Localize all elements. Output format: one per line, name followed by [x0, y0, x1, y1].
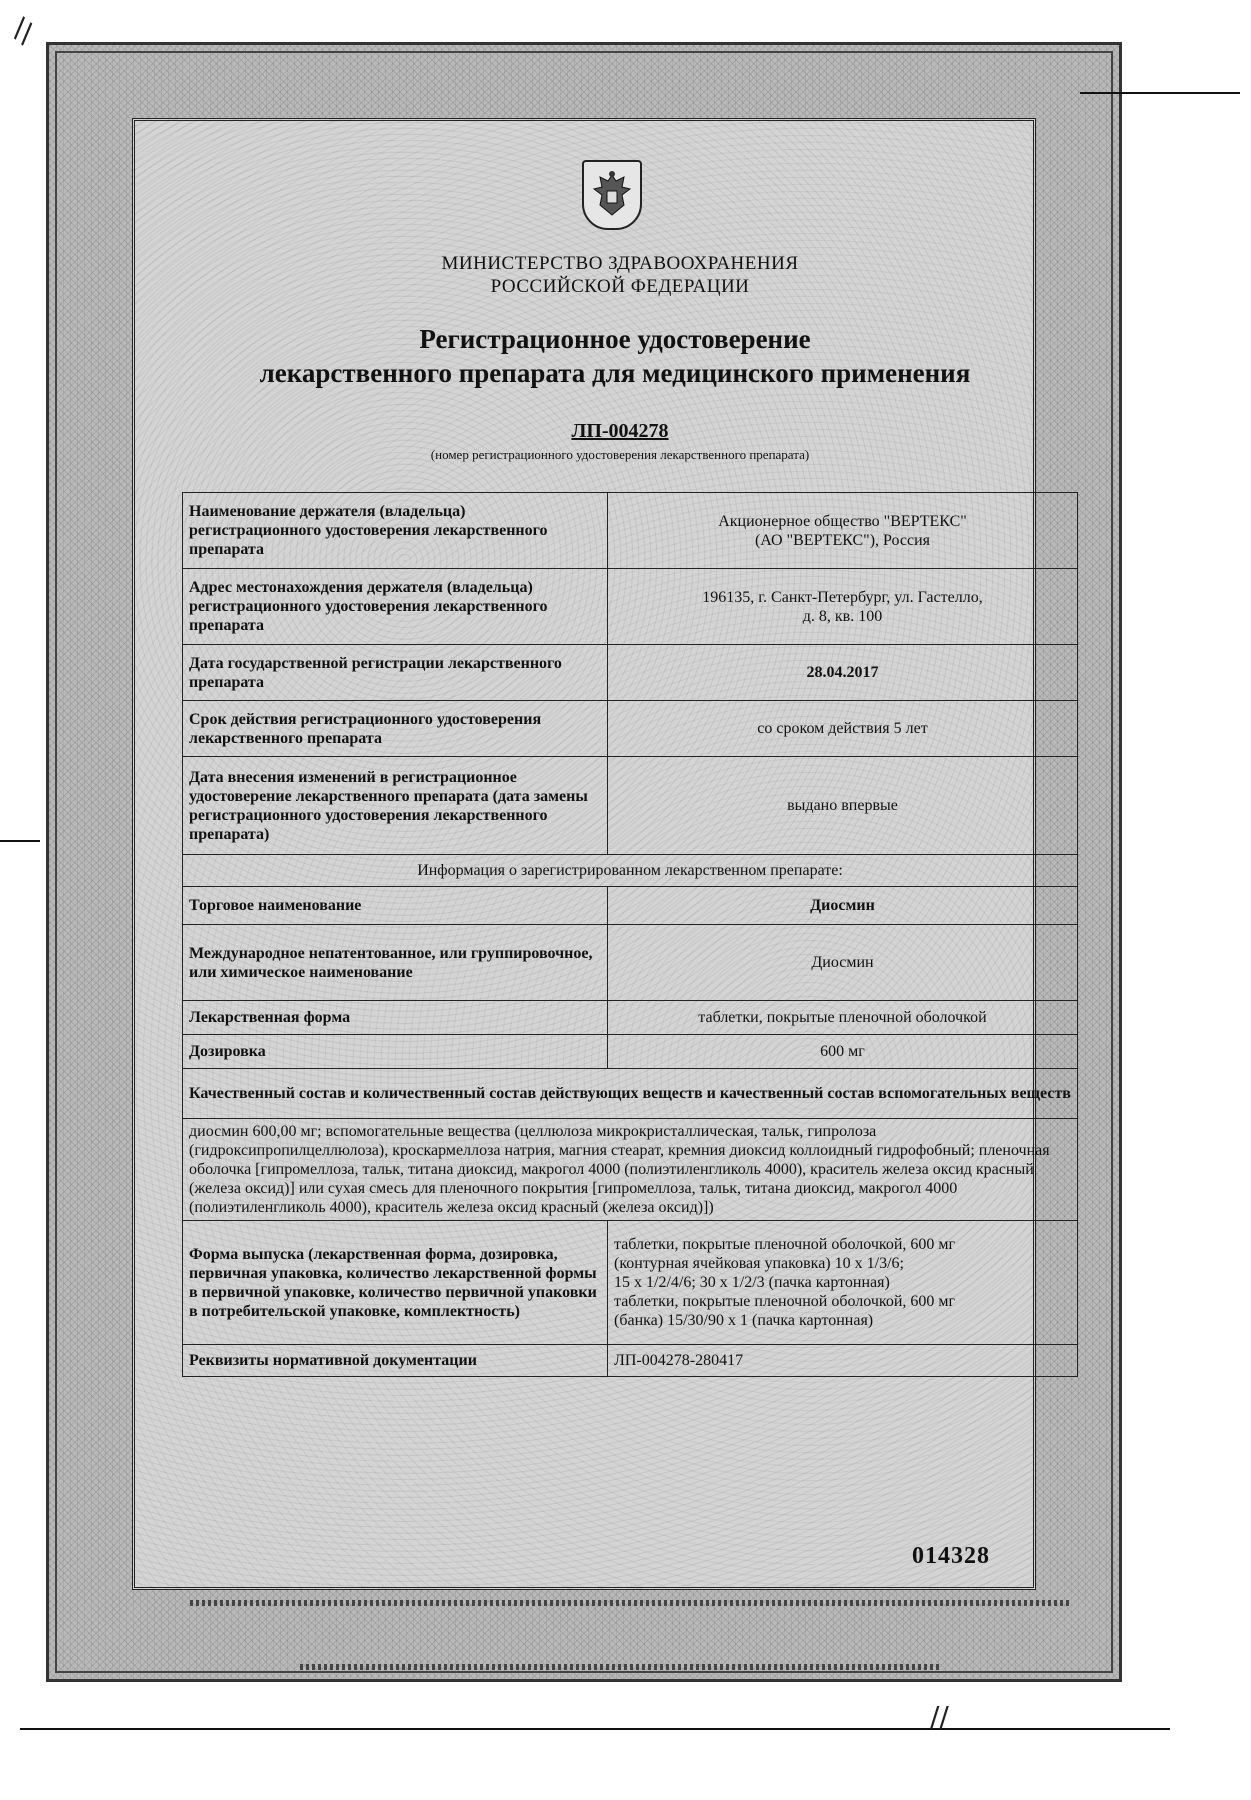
certificate-title-line-1: Регистрационное удостоверение: [419, 324, 811, 354]
dosage-form-label: Лекарственная форма: [183, 1001, 608, 1035]
table-row: [183, 569, 1078, 645]
trade-name-label: Торговое наименование: [183, 887, 608, 925]
table-row: [183, 1035, 1078, 1069]
coat-of-arms: [582, 160, 642, 230]
registration-number-caption: (номер регистрационного удостоверения лекарственного препарата): [430, 447, 810, 462]
normative-doc-label: Реквизиты нормативной документации: [183, 1345, 608, 1377]
normative-doc-value: ЛП-004278-280417: [608, 1345, 1078, 1377]
table-row: [183, 1345, 1078, 1377]
release-form-label: Форма выпуска (лекарственная форма, дозировка, первичная упаковка, количество лекарственной формы в первичной упаковке, количество первичной упаковки в потребительской упаковке, комплектность): [183, 1221, 608, 1345]
holder-address-line-2: д. 8, кв. 100: [802, 607, 883, 625]
registration-number: ЛП-004278: [571, 420, 669, 442]
registration-date-label: Дата государственной регистрации лекарственного препарата: [183, 645, 608, 701]
fine-print-band: [300, 1664, 940, 1670]
composition-heading: Качественный состав и количественный состав действующих веществ и качественный состав вспомогательных веществ: [183, 1069, 1078, 1119]
table-row: [183, 645, 1078, 701]
dosage-form-value: таблетки, покрытые пленочной оболочкой: [608, 1001, 1078, 1035]
fine-print-band: [190, 1600, 1070, 1606]
scan-artifact-mark: //: [930, 1700, 949, 1733]
scan-artifact-mark: \\: [5, 11, 42, 50]
table-row: [183, 1119, 1078, 1221]
ministry-name: [300, 252, 940, 298]
ministry-line-2: РОССИЙСКОЙ ФЕДЕРАЦИИ: [490, 276, 750, 297]
registration-date-value: 28.04.2017: [608, 645, 1078, 701]
ministry-line-1: МИНИСТЕРСТВО ЗДРАВООХРАНЕНИЯ: [441, 253, 799, 274]
dosage-label: Дозировка: [183, 1035, 608, 1069]
holder-name-value: [608, 493, 1078, 569]
holder-name-label: Наименование держателя (владельца) регистрационного удостоверения лекарственного препарата: [183, 493, 608, 569]
validity-label: Срок действия регистрационного удостоверения лекарственного препарата: [183, 701, 608, 757]
changes-date-value: выдано впервые: [608, 757, 1078, 855]
certificate-title: [150, 322, 1080, 390]
table-row: [183, 925, 1078, 1001]
certificate-title-line-2: лекарственного препарата для медицинского применения: [259, 358, 971, 388]
holder-address-line-1: 196135, г. Санкт-Петербург, ул. Гастелло,: [702, 588, 983, 606]
holder-name-line-2: (АО "ВЕРТЕКС"), Россия: [754, 531, 931, 549]
release-form-line-1: таблетки, покрытые пленочной оболочкой, 600 мг: [614, 1236, 956, 1253]
changes-date-label: Дата внесения изменений в регистрационное удостоверение лекарственного препарата (дата замены регистрационного удостоверения лекарственного препарата): [183, 757, 608, 855]
table-row: [183, 701, 1078, 757]
certificate-table: [182, 492, 1078, 1377]
release-form-line-4: таблетки, покрытые пленочной оболочкой, 600 мг: [614, 1293, 956, 1310]
table-row: [183, 1221, 1078, 1345]
drug-info-heading: Информация о зарегистрированном лекарственном препарате:: [183, 855, 1078, 887]
inn-value: Диосмин: [608, 925, 1078, 1001]
dosage-value: 600 мг: [608, 1035, 1078, 1069]
holder-name-line-1: Акционерное общество "ВЕРТЕКС": [718, 512, 967, 530]
table-row: [183, 887, 1078, 925]
double-headed-eagle-icon: [590, 169, 634, 221]
table-row: [183, 1001, 1078, 1035]
scan-artifact-line: [1080, 92, 1240, 94]
trade-name-value: Диосмин: [608, 887, 1078, 925]
composition-text: диосмин 600,00 мг; вспомогательные вещества (целлюлоза микрокристаллическая, тальк, гипролоза (гидроксипропилцеллюлоза), кроскармеллоза натрия, магния стеарат, кремния диоксид коллоидный гидрофобный; пленочная оболочка [гипромеллоза, тальк, титана диоксид, макрогол 4000 (полиэтиленгликоль 4000), краситель железа оксид красный (железа оксид)] или сухая смесь для пленочного покрытия [гипромеллоза, тальк, титана диоксид, макрогол 4000 (полиэтиленгликоль 4000), краситель железа оксид красный (железа оксид)]): [183, 1119, 1078, 1221]
scan-artifact-line: [20, 1728, 1170, 1730]
release-form-line-3: 15 х 1/2/4/6; 30 х 1/2/3 (пачка картонная): [614, 1274, 890, 1291]
release-form-line-5: (банка) 15/30/90 х 1 (пачка картонная): [614, 1312, 874, 1329]
release-form-value: [608, 1221, 1078, 1345]
table-row: [183, 493, 1078, 569]
validity-value: со сроком действия 5 лет: [608, 701, 1078, 757]
holder-address-label: Адрес местонахождения держателя (владельца) регистрационного удостоверения лекарственного препарата: [183, 569, 608, 645]
holder-address-value: [608, 569, 1078, 645]
scan-artifact-line: [0, 840, 40, 842]
table-row: [183, 855, 1078, 887]
table-row: [183, 1069, 1078, 1119]
inn-label: Международное непатентованное, или группировочное, или химическое наименование: [183, 925, 608, 1001]
table-row: [183, 757, 1078, 855]
serial-number: 014328: [912, 1543, 990, 1569]
release-form-line-2: (контурная ячейковая упаковка) 10 х 1/3/6;: [614, 1255, 904, 1272]
